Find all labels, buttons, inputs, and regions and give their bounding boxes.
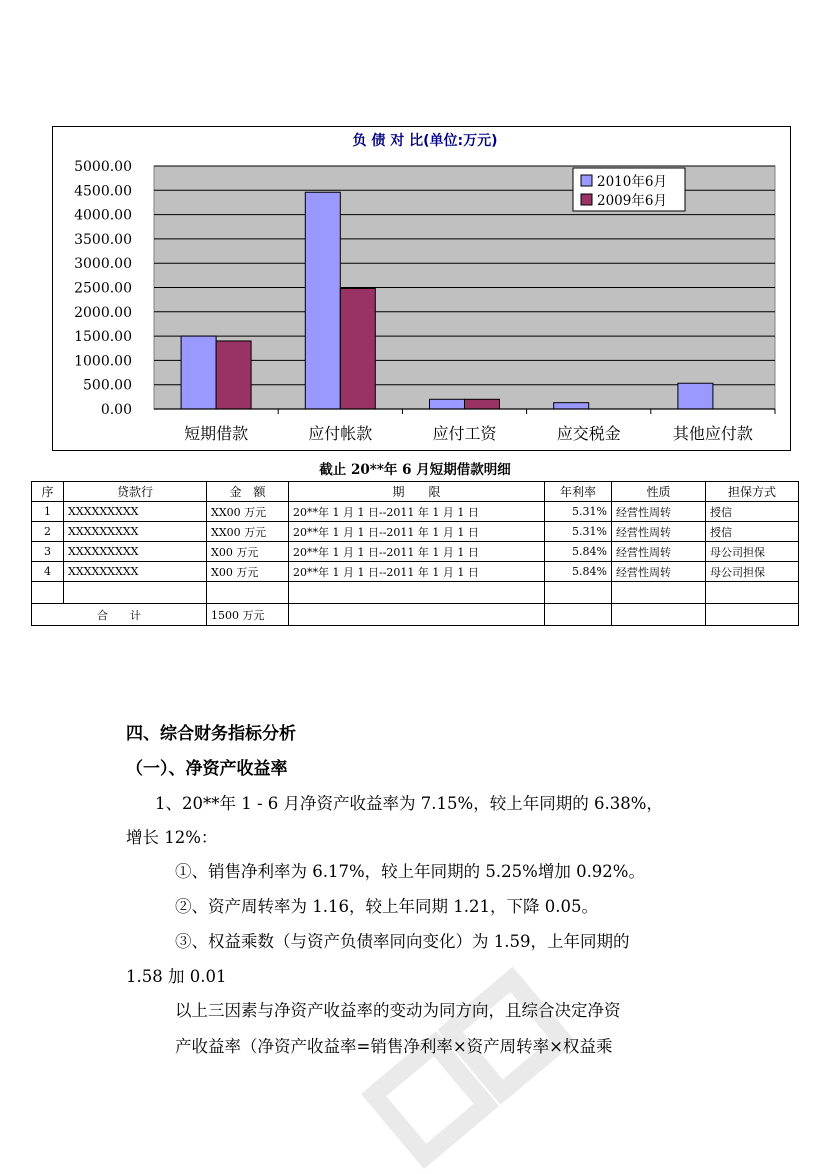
table-caption: 截止 20**年 6 月短期借款明细	[319, 462, 511, 478]
bar-2010	[430, 399, 465, 409]
col-header-amount: 金 额	[207, 482, 289, 502]
bar-2010	[305, 192, 340, 409]
y-tick-label: 500.00	[83, 377, 132, 394]
list-item: ①、销售净利率为 6.17%，较上年同期的 5.25%增加 0.92%。	[175, 862, 645, 881]
y-tick-label: 2000.00	[74, 304, 132, 321]
bar-2009	[340, 288, 375, 409]
cell-bank: XXXXXXXXX	[64, 562, 207, 582]
chart-title: 负 债 对 比(单位:万元)	[352, 133, 498, 149]
liability-chart	[52, 126, 791, 451]
x-category-label: 其他应付款	[672, 424, 753, 443]
table-row-empty	[32, 582, 799, 604]
table-total-row	[32, 604, 799, 626]
list-item: ②、资产周转率为 1.16，较上年同期 1.21，下降 0.05。	[175, 897, 598, 916]
bar-2009	[216, 341, 251, 409]
col-header-rate: 年利率	[545, 482, 612, 502]
col-header-bank: 贷款行	[64, 482, 207, 502]
col-header-nature: 性质	[612, 482, 706, 502]
cell-nature: 经营性周转	[612, 542, 706, 562]
cell-seq: 4	[32, 562, 64, 582]
paragraph-line: 产收益率（净资产收益率=销售净利率×资产周转率×权益乘	[175, 1037, 613, 1056]
table-header-row	[32, 482, 799, 502]
chart-canvas	[53, 127, 790, 450]
col-header-term: 期 限	[289, 482, 545, 502]
cell-bank: XXXXXXXXX	[64, 522, 207, 542]
paragraph-line: 增长 12%：	[126, 828, 218, 847]
list-item: ③、权益乘数（与资产负债率同向变化）为 1.59，上年同期的	[175, 932, 630, 951]
cell-guarantee: 授信	[706, 502, 799, 522]
cell-rate: 5.31%	[545, 522, 612, 542]
cell-guarantee: 母公司担保	[706, 542, 799, 562]
cell-term: 20**年 1 月 1 日--2011 年 1 月 1 日	[289, 562, 545, 582]
y-tick-label: 2500.00	[74, 280, 132, 297]
bar-2010	[554, 403, 589, 409]
x-category-label: 应付工资	[432, 424, 497, 443]
subsection-heading: （一）、净资产收益率	[126, 759, 288, 779]
legend-label: 2009年6月	[597, 193, 667, 209]
y-tick-label: 1000.00	[74, 353, 132, 370]
y-tick-label: 0.00	[100, 402, 132, 418]
table-row	[32, 502, 799, 522]
bar-2010	[678, 383, 713, 409]
bar-2010	[181, 336, 216, 409]
y-tick-label: 4500.00	[74, 183, 132, 200]
legend-label: 2010年6月	[597, 174, 667, 190]
y-tick-label: 3000.00	[74, 256, 132, 273]
paragraph-line: 1、20**年 1 - 6 月净资产收益率为 7.15%，较上年同期的 6.38%，	[155, 794, 663, 813]
cell-rate: 5.84%	[545, 542, 612, 562]
total-amount: 1500 万元	[207, 604, 289, 626]
cell-rate: 5.84%	[545, 562, 612, 582]
bar-2009	[465, 399, 500, 409]
cell-amount: X00 万元	[207, 542, 289, 562]
y-tick-label: 3500.00	[74, 231, 132, 248]
x-category-label: 应交税金	[556, 424, 621, 443]
cell-amount: XX00 万元	[207, 522, 289, 542]
cell-bank: XXXXXXXXX	[64, 502, 207, 522]
cell-bank: XXXXXXXXX	[64, 542, 207, 562]
cell-term: 20**年 1 月 1 日--2011 年 1 月 1 日	[289, 522, 545, 542]
x-category-label: 短期借款	[184, 424, 249, 443]
table-row	[32, 542, 799, 562]
col-header-guarantee: 担保方式	[706, 482, 799, 502]
paragraph-line: 以上三因素与净资产收益率的变动为同方向，且综合决定净资	[175, 1001, 621, 1020]
cell-guarantee: 母公司担保	[706, 562, 799, 582]
cell-nature: 经营性周转	[612, 562, 706, 582]
col-header-seq: 序	[32, 482, 64, 502]
table-row	[32, 522, 799, 542]
cell-amount: XX00 万元	[207, 502, 289, 522]
cell-term: 20**年 1 月 1 日--2011 年 1 月 1 日	[289, 542, 545, 562]
y-tick-label: 1500.00	[74, 329, 132, 346]
loan-table	[31, 481, 799, 626]
table-row	[32, 562, 799, 582]
cell-rate: 5.31%	[545, 502, 612, 522]
chart-legend	[573, 168, 685, 211]
total-label: 合 计	[32, 604, 207, 626]
cell-amount: X00 万元	[207, 562, 289, 582]
legend-swatch	[581, 175, 592, 186]
cell-seq: 2	[32, 522, 64, 542]
paragraph-line: 1.58 加 0.01	[126, 967, 227, 986]
section-heading: 四、综合财务指标分析	[126, 724, 296, 744]
x-category-label: 应付帐款	[308, 424, 373, 443]
cell-guarantee: 授信	[706, 522, 799, 542]
cell-seq: 3	[32, 542, 64, 562]
cell-nature: 经营性周转	[612, 522, 706, 542]
cell-term: 20**年 1 月 1 日--2011 年 1 月 1 日	[289, 502, 545, 522]
y-tick-label: 4000.00	[74, 207, 132, 224]
legend-swatch	[581, 194, 592, 205]
cell-nature: 经营性周转	[612, 502, 706, 522]
y-tick-label: 5000.00	[74, 159, 132, 175]
cell-seq: 1	[32, 502, 64, 522]
